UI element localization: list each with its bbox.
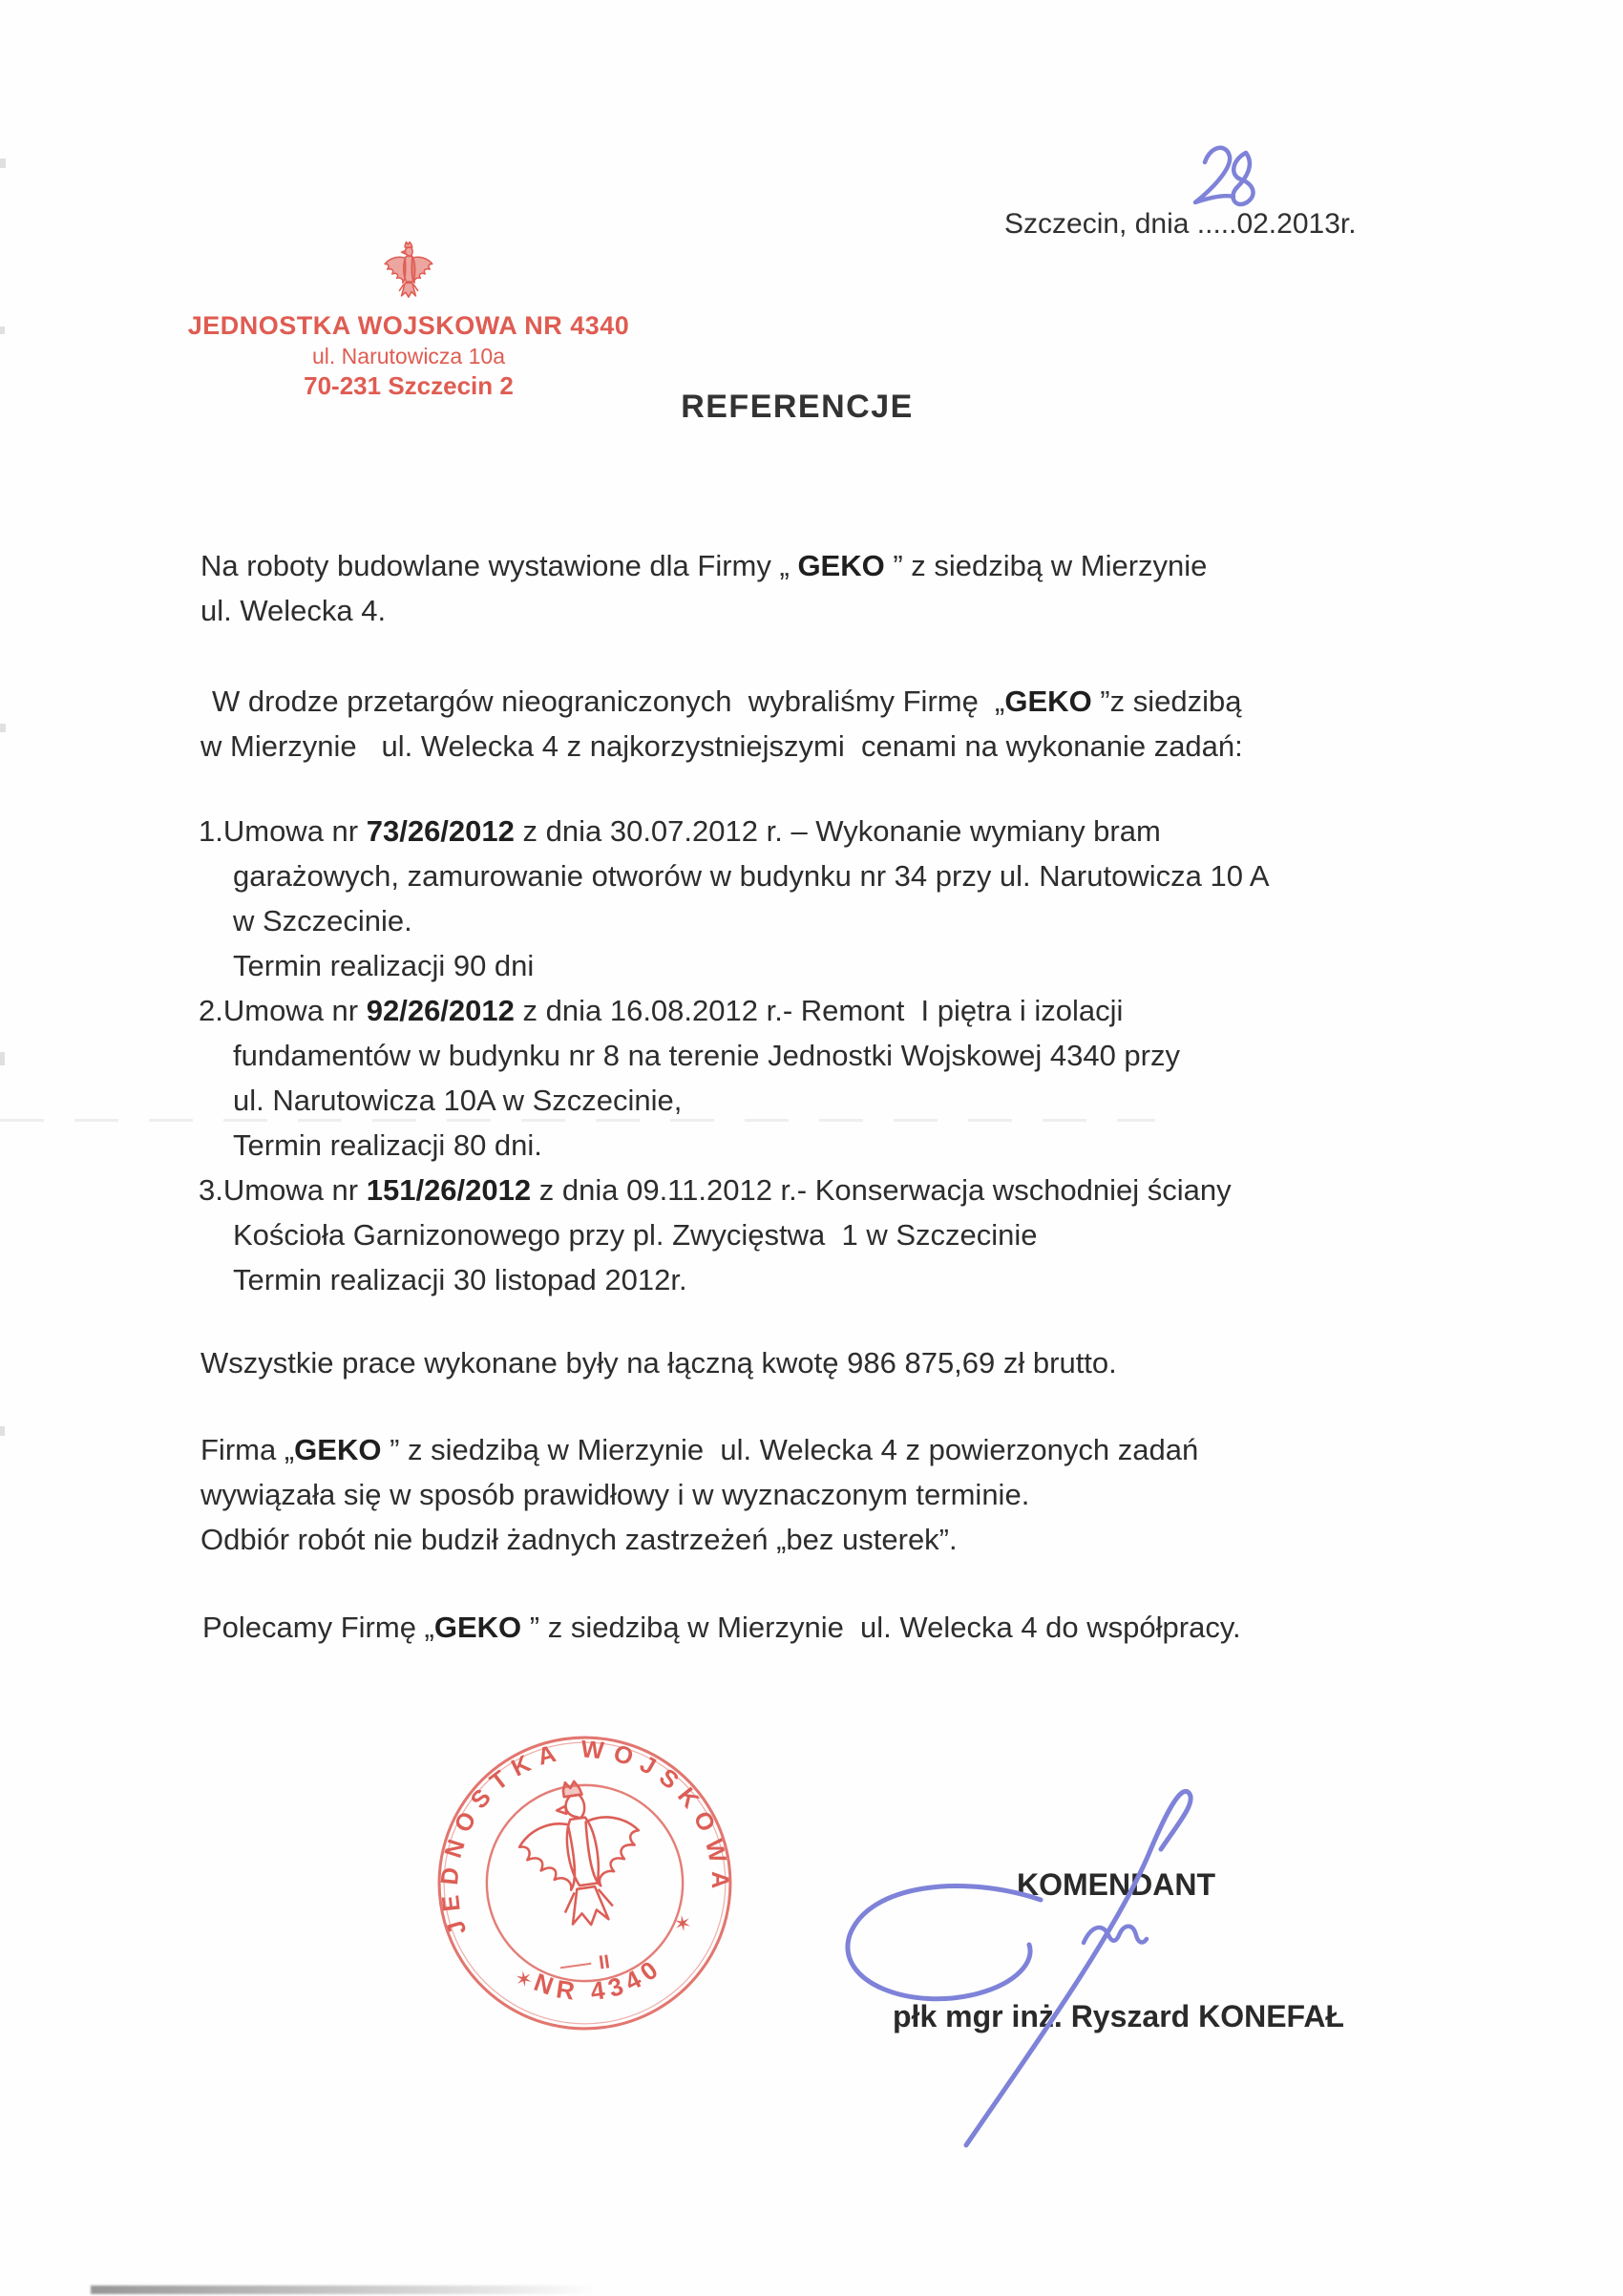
contract-1-line3: w Szczecinie.	[233, 904, 412, 937]
eagle-emblem-icon	[379, 241, 438, 307]
company-name: GEKO	[433, 1611, 522, 1644]
scan-artifact	[0, 1052, 5, 1065]
performance-line1-post: ” z siedzibą w Mierzynie ul. Welecka 4 z powierzonych zadań	[381, 1433, 1199, 1466]
contract-2-number: 92/26/2012	[366, 994, 515, 1027]
contract-1-deadline: Termin realizacji 90 dni	[233, 949, 535, 982]
scan-artifact	[0, 326, 5, 334]
contract-2-line1	[199, 994, 1123, 1028]
recommendation-line	[202, 1611, 1241, 1645]
total-value-line: Wszystkie prace wykonane były na łączną kwotę 986 875,69 zł brutto.	[200, 1346, 1117, 1380]
document-title: REFERENCJE	[681, 389, 914, 425]
round-stamp-center-mark: II	[597, 1951, 612, 1974]
scan-artifact	[0, 158, 6, 168]
header-stamp-line2: ul. Narutowicza 10a	[312, 344, 505, 369]
contract-3-desc: z dnia 09.11.2012 r.- Konserwacja wschodniej ściany	[531, 1173, 1232, 1207]
selection-line1-pre: W drodze przetargów nieograniczonych wybraliśmy Firmę „	[212, 685, 1005, 718]
intro-line1-post: ” z siedzibą w Mierzynie	[884, 549, 1208, 582]
scan-artifact	[0, 724, 6, 732]
svg-text:JEDNOSTKA WOJSKOWA	[417, 1717, 737, 1939]
round-stamp-star-right: ✶	[672, 1910, 694, 1937]
signer-name: płk mgr inż. Ryszard KONEFAŁ	[893, 1999, 1344, 2033]
performance-line3: Odbiór robót nie budził żadnych zastrzeżeń „bez usterek”.	[200, 1523, 958, 1556]
scan-artifact	[0, 1426, 5, 1436]
header-stamp	[160, 241, 657, 401]
recommendation-post: ” z siedzibą w Mierzynie ul. Welecka 4 do współpracy.	[521, 1611, 1241, 1644]
intro-line1	[200, 549, 1207, 583]
contract-3-line1	[199, 1173, 1232, 1208]
header-stamp-line1: JEDNOSTKA WOJSKOWA NR 4340	[187, 311, 630, 340]
handwritten-signature-ink	[821, 1761, 1222, 2162]
contract-2-line2: fundamentów w budynku nr 8 na terenie Jednostki Wojskowej 4340 przy	[233, 1039, 1180, 1072]
recommendation-pre: Polecamy Firmę „	[202, 1611, 434, 1644]
contract-1-desc: z dnia 30.07.2012 r. – Wykonanie wymiany bram	[514, 814, 1161, 848]
contract-1-prefix: 1.Umowa nr	[199, 814, 367, 848]
company-name: GEKO	[294, 1433, 382, 1466]
intro-line2: ul. Welecka 4.	[200, 594, 387, 627]
contract-3-number: 151/26/2012	[366, 1173, 532, 1207]
contract-2-desc: z dnia 16.08.2012 r.- Remont I piętra i izolacji	[514, 994, 1124, 1027]
contract-3-deadline: Termin realizacji 30 listopad 2012r.	[233, 1263, 687, 1296]
contract-2-prefix: 2.Umowa nr	[199, 994, 367, 1027]
selection-line1-post: ”z siedzibą	[1091, 685, 1242, 718]
selection-line1	[212, 685, 1241, 719]
date-line: Szczecin, dnia .....02.2013r.	[1004, 208, 1357, 240]
contract-3-line2: Kościoła Garnizonowego przy pl. Zwycięstwa 1 w Szczecinie	[233, 1218, 1038, 1252]
contract-2-line3: ul. Narutowicza 10A w Szczecinie,	[233, 1084, 683, 1117]
header-stamp-line3: 70-231 Szczecin 2	[304, 371, 514, 400]
contract-2-deadline: Termin realizacji 80 dni.	[233, 1128, 542, 1162]
selection-line2: w Mierzynie ul. Welecka 4 z najkorzystniejszymi cenami na wykonanie zadań:	[200, 729, 1243, 763]
contract-1-line1	[199, 814, 1161, 849]
contract-1-number: 73/26/2012	[366, 814, 515, 848]
company-name: GEKO	[797, 549, 885, 582]
scan-artifact	[91, 2285, 597, 2294]
round-stamp-star-left: ✶	[513, 1966, 535, 1993]
round-stamp-arc-text: JEDNOSTKA WOJSKOWA	[436, 1736, 733, 1938]
intro-line1-pre: Na roboty budowlane wystawione dla Firmy „	[200, 549, 798, 582]
handwritten-day-ink	[1179, 134, 1275, 220]
scan-artifact	[0, 1119, 1155, 1122]
performance-line1-pre: Firma „	[200, 1433, 295, 1466]
company-name: GEKO	[1004, 685, 1092, 718]
round-stamp-bottom-text: NR 4340	[530, 1951, 668, 2007]
contract-1-line2: garażowych, zamurowanie otworów w budynku nr 34 przy ul. Narutowicza 10 A	[233, 859, 1270, 893]
performance-line1	[200, 1433, 1198, 1467]
signer-title: KOMENDANT	[1017, 1867, 1215, 1902]
round-stamp	[415, 1714, 755, 2054]
performance-line2: wywiązała się w sposób prawidłowy i w wyznaczonym terminie.	[200, 1478, 1030, 1511]
contract-3-prefix: 3.Umowa nr	[199, 1173, 367, 1207]
